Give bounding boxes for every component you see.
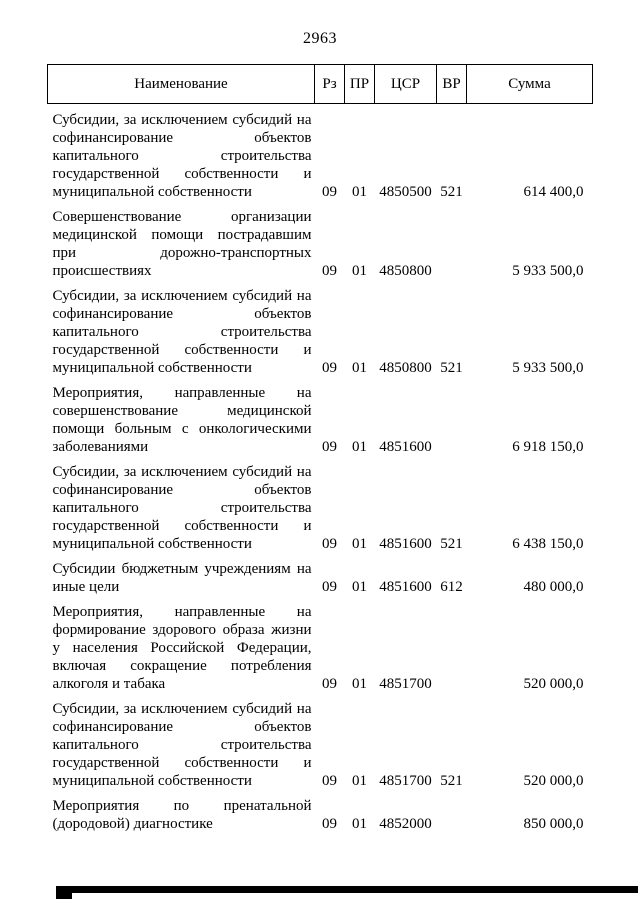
row-csr: 4851700 (379, 676, 432, 692)
table-row (48, 280, 593, 377)
page-number: 2963 (303, 30, 337, 47)
row-csr: 4851600 (379, 536, 432, 552)
row-vr (437, 377, 467, 456)
row-name: Субсидии, за исключением субсидий на софинансирование объектов капитального строительства государственной собственности и муниципальной собственности (52, 112, 312, 200)
row-vr: 521 (440, 360, 463, 376)
col-header-csr: ЦСР (375, 65, 437, 104)
table-row (48, 553, 593, 596)
row-pr: 01 (352, 263, 367, 279)
row-summa: 614 400,0 (523, 184, 584, 200)
row-summa: 5 933 500,0 (512, 360, 584, 376)
row-name: Мероприятия, направленные на совершенствование медицинской помощи больным с онкологическими заболеваниями (52, 385, 312, 455)
row-name: Мероприятия, направленные на формирование здорового образа жизни у населения Российской Федерации, включая сокращение потребления алкоголя и табака (52, 604, 312, 692)
row-csr: 4850800 (379, 263, 432, 279)
row-pr: 01 (352, 184, 367, 200)
row-summa: 6 918 150,0 (512, 439, 584, 455)
row-pr: 01 (352, 536, 367, 552)
col-header-pr: ПР (345, 65, 375, 104)
row-rz: 09 (322, 773, 337, 789)
table-row (48, 377, 593, 456)
table-row (48, 104, 593, 202)
row-name: Мероприятия по пренатальной (дородовой) диагностике (52, 798, 312, 832)
row-rz: 09 (322, 184, 337, 200)
row-vr: 521 (440, 184, 463, 200)
row-csr: 4851600 (379, 579, 432, 595)
row-rz: 09 (322, 536, 337, 552)
budget-table (47, 64, 593, 833)
row-summa: 850 000,0 (523, 816, 584, 832)
table-header (48, 65, 593, 104)
row-summa: 6 438 150,0 (512, 536, 584, 552)
row-name: Совершенствование организации медицинской помощи пострадавшим при дорожно-транспортных происшествиях (52, 209, 312, 279)
table-row (48, 201, 593, 280)
row-name: Субсидии, за исключением субсидий на софинансирование объектов капитального строительства государственной собственности и муниципальной собственности (52, 464, 312, 552)
col-header-summa: Сумма (467, 65, 593, 104)
row-summa: 5 933 500,0 (512, 263, 584, 279)
scan-artifact-mark (56, 892, 72, 899)
row-rz: 09 (322, 579, 337, 595)
row-summa: 520 000,0 (523, 676, 584, 692)
row-name: Субсидии, за исключением субсидий на софинансирование объектов капитального строительства государственной собственности и муниципальной собственности (52, 288, 312, 376)
row-vr (437, 596, 467, 693)
row-pr: 01 (352, 360, 367, 376)
row-vr (437, 201, 467, 280)
row-vr: 612 (440, 579, 463, 595)
table-row (48, 790, 593, 833)
row-pr: 01 (352, 773, 367, 789)
row-pr: 01 (352, 676, 367, 692)
row-vr: 521 (440, 536, 463, 552)
row-csr: 4851700 (379, 773, 432, 789)
row-vr: 521 (440, 773, 463, 789)
table-body (48, 104, 593, 834)
row-vr (437, 790, 467, 833)
table-row (48, 596, 593, 693)
table-row (48, 693, 593, 790)
row-rz: 09 (322, 263, 337, 279)
row-rz: 09 (322, 816, 337, 832)
col-header-rz: Рз (315, 65, 345, 104)
row-pr: 01 (352, 579, 367, 595)
row-csr: 4851600 (379, 439, 432, 455)
row-pr: 01 (352, 439, 367, 455)
row-rz: 09 (322, 360, 337, 376)
col-header-name: Наименование (48, 65, 315, 104)
row-name: Субсидии, за исключением субсидий на софинансирование объектов капитального строительства государственной собственности и муниципальной собственности (52, 701, 312, 789)
row-summa: 480 000,0 (523, 579, 584, 595)
row-csr: 4850800 (379, 360, 432, 376)
row-rz: 09 (322, 439, 337, 455)
row-csr: 4850500 (379, 184, 432, 200)
row-pr: 01 (352, 816, 367, 832)
col-header-vr: ВР (437, 65, 467, 104)
row-rz: 09 (322, 676, 337, 692)
table-header-row (48, 65, 593, 104)
row-csr: 4852000 (379, 816, 432, 832)
row-name: Субсидии бюджетным учреждениям на иные цели (52, 561, 312, 595)
scan-artifact-bar (56, 886, 638, 893)
table-row (48, 456, 593, 553)
row-summa: 520 000,0 (523, 773, 584, 789)
